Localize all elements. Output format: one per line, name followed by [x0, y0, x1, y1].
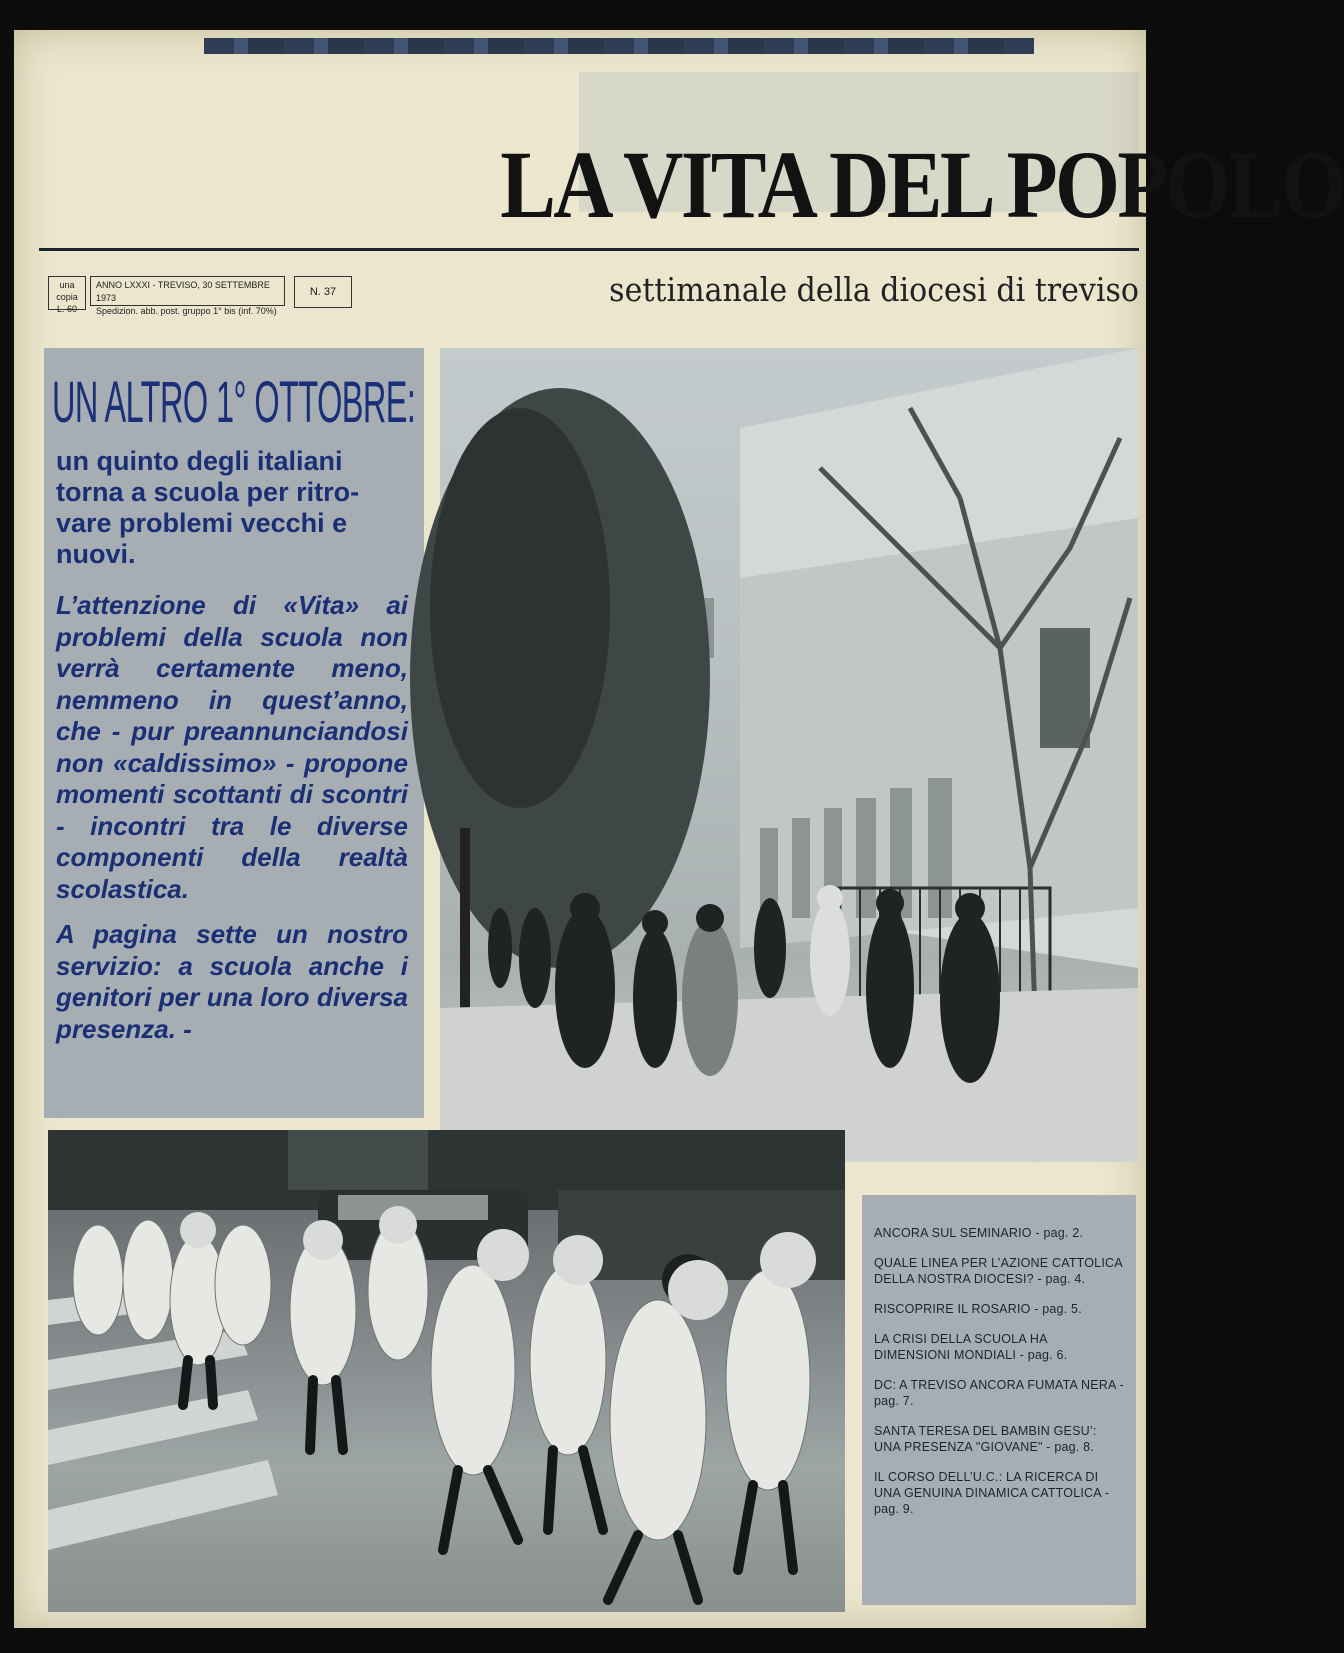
children-photo-illustration [48, 1130, 845, 1612]
children-crossing-photo [48, 1130, 845, 1612]
masthead-subtitle: settimanale della diocesi di treviso [609, 270, 1139, 309]
school-photo-illustration [440, 348, 1138, 1162]
contents-item[interactable]: QUALE LINEA PER L’AZIONE CATTOLICA DELLA NOSTRA DIOCESI? - pag. 4. [874, 1256, 1123, 1286]
contents-item[interactable]: ANCORA SUL SEMINARIO - pag. 2. [874, 1226, 1084, 1240]
lead-article-panel [44, 348, 424, 1118]
contents-item[interactable]: SANTA TERESA DEL BAMBIN GESU’: UNA PRESENZA "GIOVANE" - pag. 8. [874, 1424, 1097, 1454]
masthead-title: LA VITA DEL POPOLO [500, 131, 1344, 238]
issue-number: N. 37 [294, 276, 352, 308]
top-edge-print [204, 38, 1034, 54]
article-reference: A pagina sette un nostro servizio: a scuola anche i genitori per una loro diversa presenza. - [56, 919, 408, 1044]
newspaper-front-page [14, 30, 1344, 1628]
contents-item[interactable]: RISCOPRIRE IL ROSARIO - pag. 5. [874, 1302, 1082, 1316]
article-headline: UN ALTRO 1° OTTOBRE: [52, 370, 416, 435]
contents-item[interactable]: LA CRISI DELLA SCUOLA HA DIMENSIONI MONDIALI - pag. 6. [874, 1332, 1068, 1362]
issue-info-box [90, 276, 285, 316]
contents-item[interactable]: IL CORSO DELL’U.C.: LA RICERCA DI UNA GENUINA DINAMICA CATTOLICA - pag. 9. [874, 1470, 1110, 1516]
masthead-rule [39, 248, 1139, 251]
contents-panel [862, 1195, 1136, 1605]
issue-date: ANNO LXXXI - TREVISO, 30 SETTEMBRE 1973 [96, 280, 270, 303]
price-label: una copia [56, 280, 78, 302]
school-photo [440, 348, 1138, 1162]
article-body: L’attenzione di «Vita» ai problemi della scuola non verrà certamente meno, nemmeno in quest’anno, che - pur preannunciandosi non «caldissimo» - propone momenti scottanti di scontri - incontri tra le diverse componenti della realtà scolastica. [56, 590, 408, 904]
price-box [48, 276, 86, 314]
article-lead: un quinto degli italiani torna a scuola per ritro-vare problemi vecchi e nuovi. [56, 446, 360, 569]
contents-item[interactable]: DC: A TREVISO ANCORA FUMATA NERA - pag. 7. [874, 1378, 1124, 1408]
postal-info: Spedizion. abb. post. gruppo 1° bis (inf. 70%) [96, 306, 277, 316]
price-value: L. 60 [56, 304, 78, 314]
